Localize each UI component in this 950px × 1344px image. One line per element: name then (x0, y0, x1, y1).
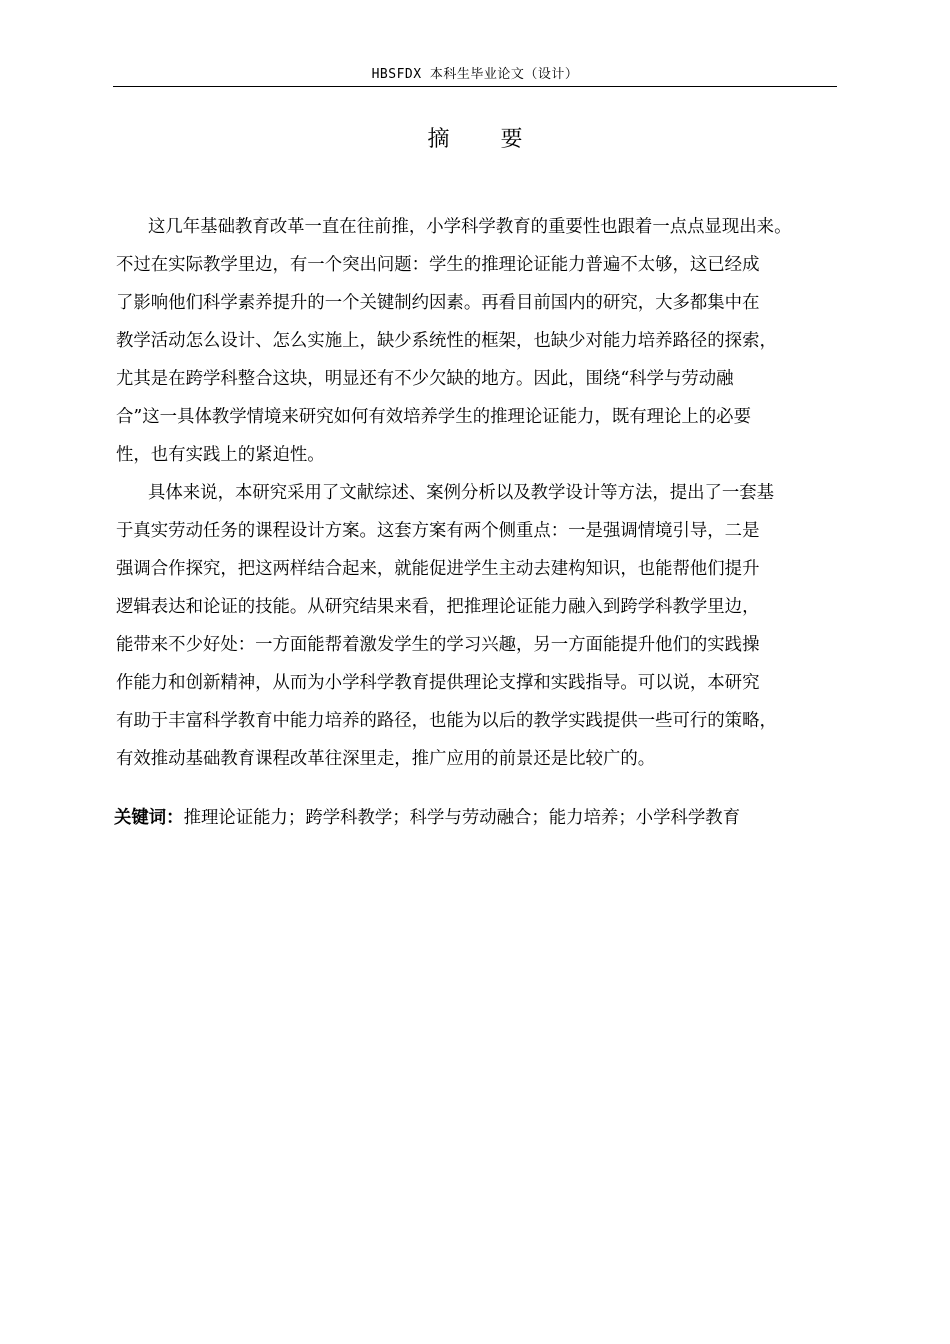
text-line: 不过在实际教学里边，有一个突出问题：学生的推理论证能力普遍不太够，这已经成 (116, 255, 760, 275)
text-line: 强调合作探究，把这两样结合起来，就能促进学生主动去建构知识，也能帮他们提升 (116, 559, 760, 579)
abstract-body (116, 208, 840, 778)
abstract-paragraph-1 (116, 208, 840, 474)
header-rule (113, 86, 837, 87)
text-line: 有效推动基础教育课程改革往深里走，推广应用的前景还是比较广的。 (116, 749, 656, 769)
keywords-list: 推理论证能力；跨学科教学；科学与劳动融合；能力培养；小学科学教育 (183, 808, 741, 828)
text-line: 合”这一具体教学情境来研究如何有效培养学生的推理论证能力，既有理论上的必要 (116, 407, 751, 427)
text-line: 这几年基础教育改革一直在往前推，小学科学教育的重要性也跟着一点点显现出来。 (148, 217, 792, 237)
text-line: 了影响他们科学素养提升的一个关键制约因素。再看目前国内的研究，大多都集中在 (116, 293, 760, 313)
abstract-title: 摘 要 (427, 127, 545, 152)
text-line: 具体来说，本研究采用了文献综述、案例分析以及教学设计等方法，提出了一套基 (148, 483, 775, 503)
text-line: 作能力和创新精神，从而为小学科学教育提供理论支撑和实践指导。可以说，本研究 (116, 673, 760, 693)
text-line: 性，也有实践上的紧迫性。 (116, 445, 325, 465)
text-line: 逻辑表达和论证的技能。从研究结果来看，把推理论证能力融入到跨学科教学里边， (116, 597, 760, 617)
text-line: 教学活动怎么设计、怎么实施上，缺少系统性的框架，也缺少对能力培养路径的探索， (116, 331, 777, 351)
running-header: HBSFDX 本科生毕业论文（设计） (371, 67, 579, 82)
abstract-paragraph-2 (116, 474, 840, 778)
keywords-label: 关键词： (114, 808, 184, 828)
text-line: 于真实劳动任务的课程设计方案。这套方案有两个侧重点：一是强调情境引导，二是 (116, 521, 760, 541)
keywords (114, 798, 740, 838)
text-line: 尤其是在跨学科整合这块，明显还有不少欠缺的地方。因此，围绕“科学与劳动融 (116, 369, 734, 389)
text-line: 能带来不少好处：一方面能帮着激发学生的学习兴趣，另一方面能提升他们的实践操 (116, 635, 760, 655)
text-line: 有助于丰富科学教育中能力培养的路径，也能为以后的教学实践提供一些可行的策略， (116, 711, 777, 731)
